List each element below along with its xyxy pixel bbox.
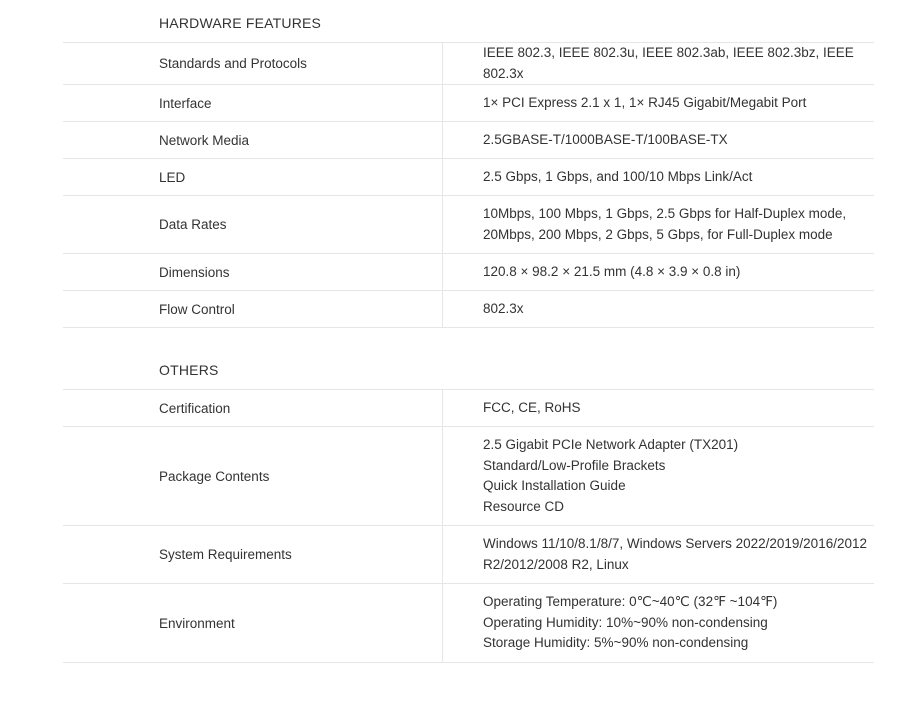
value-line: 2.5 Gigabit PCIe Network Adapter (TX201) bbox=[483, 437, 739, 452]
section-title: OTHERS bbox=[159, 362, 219, 378]
row-value bbox=[443, 291, 875, 328]
table-row bbox=[63, 427, 874, 526]
row-value bbox=[443, 196, 875, 254]
row-value bbox=[443, 390, 875, 427]
value-line: Quick Installation Guide bbox=[483, 478, 626, 493]
table-row bbox=[63, 159, 874, 196]
row-label: LED bbox=[63, 159, 443, 196]
value-line: Storage Humidity: 5%~90% non-condensing bbox=[483, 635, 749, 651]
row-value bbox=[443, 159, 875, 196]
row-value bbox=[443, 85, 875, 122]
value-line: Operating Temperature: 0℃~40℃ (32℉ ~104℉) bbox=[483, 594, 778, 610]
value-line: Standard/Low-Profile Brackets bbox=[483, 457, 666, 473]
row-label: Environment bbox=[63, 584, 443, 663]
value-line: Resource CD bbox=[483, 498, 565, 514]
value-line: Windows 11/10/8.1/8/7, Windows Servers 2022/2019/2016/2012 bbox=[483, 536, 867, 551]
row-value bbox=[443, 526, 875, 584]
value-line: 1× PCI Express 2.1 x 1, 1× RJ45 Gigabit/Megabit Port bbox=[483, 94, 807, 110]
row-value bbox=[443, 254, 875, 291]
value-line: Operating Humidity: 10%~90% non-condensing bbox=[483, 614, 768, 630]
row-label: Interface bbox=[63, 85, 443, 122]
row-label: System Requirements bbox=[63, 526, 443, 584]
table-row bbox=[63, 122, 874, 159]
table-row bbox=[63, 196, 874, 254]
row-value bbox=[443, 43, 875, 85]
value-line: R2/2012/2008 R2, Linux bbox=[483, 556, 629, 572]
value-line: FCC, CE, RoHS bbox=[483, 399, 581, 415]
row-label: Dimensions bbox=[63, 254, 443, 291]
value-line: IEEE 802.3, IEEE 802.3u, IEEE 802.3ab, IEEE 802.3bz, IEEE 802.3x bbox=[483, 45, 854, 81]
value-line: 120.8 × 98.2 × 21.5 mm (4.8 × 3.9 × 0.8 in) bbox=[483, 263, 741, 279]
row-label: Flow Control bbox=[63, 291, 443, 328]
value-line: 802.3x bbox=[483, 300, 524, 316]
row-label: Standards and Protocols bbox=[63, 43, 443, 85]
row-label: Certification bbox=[63, 390, 443, 427]
value-line: 2.5GBASE-T/1000BASE-T/100BASE-TX bbox=[483, 131, 728, 147]
others-table bbox=[63, 389, 874, 663]
table-row bbox=[63, 291, 874, 328]
value-line: 2.5 Gbps, 1 Gbps, and 100/10 Mbps Link/Act bbox=[483, 168, 753, 184]
table-row bbox=[63, 43, 874, 85]
value-line: 20Mbps, 200 Mbps, 2 Gbps, 5 Gbps, for Full-Duplex mode bbox=[483, 226, 833, 242]
section-title: HARDWARE FEATURES bbox=[159, 15, 322, 31]
value-line: 10Mbps, 100 Mbps, 1 Gbps, 2.5 Gbps for Half-Duplex mode, bbox=[483, 206, 847, 221]
table-row bbox=[63, 254, 874, 291]
table-row bbox=[63, 584, 874, 663]
table-row bbox=[63, 526, 874, 584]
table-row bbox=[63, 85, 874, 122]
hardware-features-table bbox=[63, 42, 874, 328]
row-value bbox=[443, 122, 875, 159]
row-label: Package Contents bbox=[63, 427, 443, 526]
table-row bbox=[63, 390, 874, 427]
row-label: Data Rates bbox=[63, 196, 443, 254]
row-value bbox=[443, 584, 875, 663]
row-value bbox=[443, 427, 875, 526]
row-label: Network Media bbox=[63, 122, 443, 159]
